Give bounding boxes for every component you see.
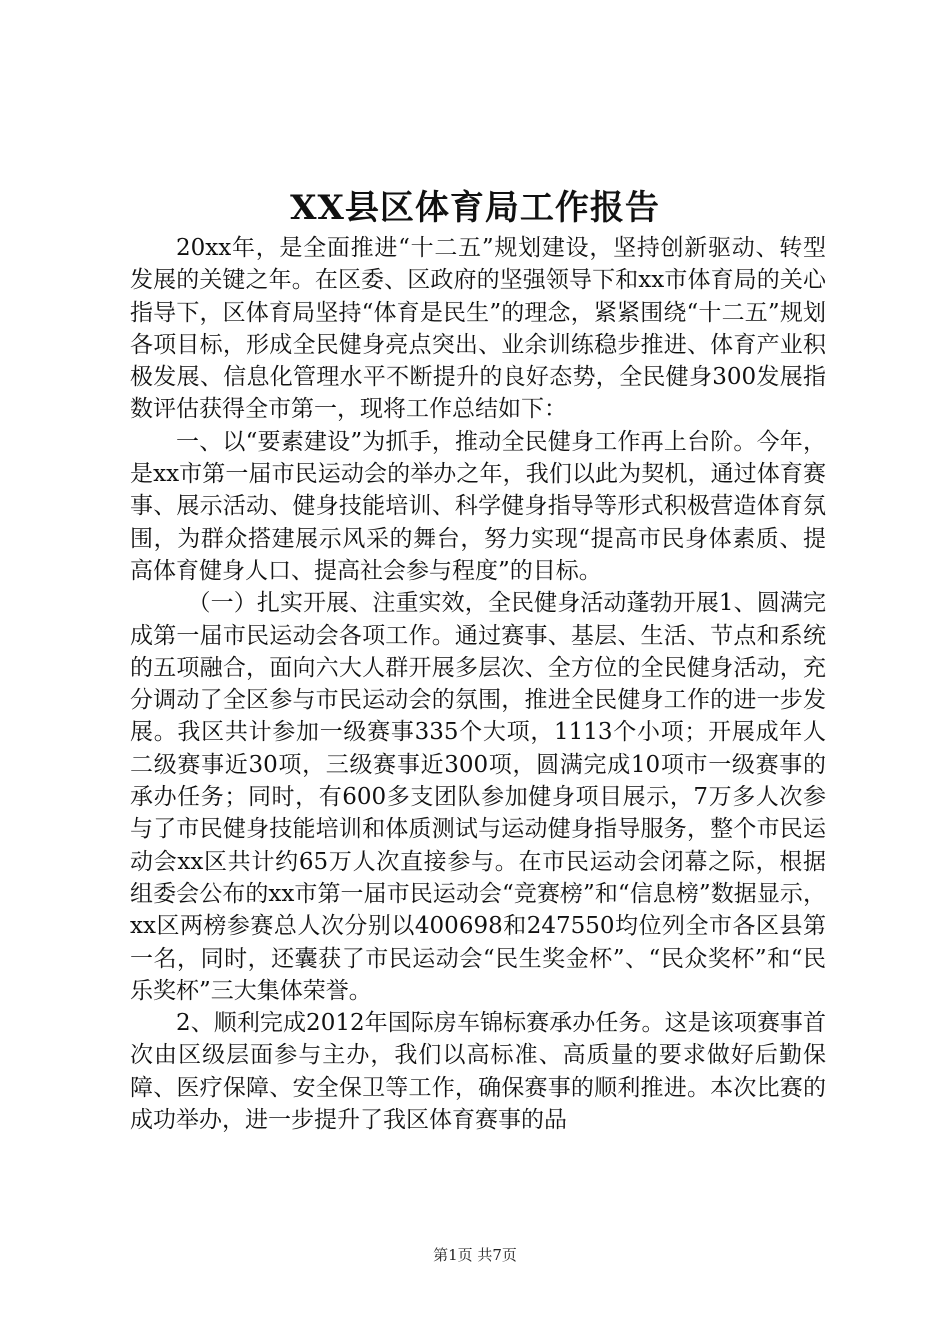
page-number-footer: 第1页 共7页 [433, 1246, 517, 1264]
document-body [130, 232, 826, 1136]
document-title: XX县区体育局工作报告 [290, 188, 660, 228]
paragraph-intro: 20xx年，是全面推进“十二五”规划建设，坚持创新驱动、转型发展的关键之年。在区委、区政府的坚强领导下和xx市体育局的关心指导下，区体育局坚持“体育是民生”的理念，紧紧围绕“十二五”规划各项目标，形成全民健身亮点突出、业余训练稳步推进、体育产业积极发展、信息化管理水平不断提升的良好态势，全民健身300发展指数评估获得全市第一，现将工作总结如下： [130, 235, 826, 423]
paragraph-section-one: 一、以“要素建设”为抓手，推动全民健身工作再上台阶。今年，是xx市第一届市民运动会的举办之年，我们以此为契机，通过体育赛事、展示活动、健身技能培训、科学健身指导等形式积极营造体育氛围，为群众搭建展示风采的舞台，努力实现“提高市民身体素质、提高体育健身人口、提高社会参与程度”的目标。 [130, 428, 826, 584]
paragraph-item-two: 2、顺利完成2012年国际房车锦标赛承办任务。这是该项赛事首次由区级层面参与主办，我们以高标准、高质量的要求做好后勤保障、医疗保障、安全保卫等工作，确保赛事的顺利推进。本次比赛的成功举办，进一步提升了我区体育赛事的品 [130, 1010, 826, 1134]
paragraph-subsection-one: （一）扎实开展、注重实效，全民健身活动蓬勃开展1、圆满完成第一届市民运动会各项工作。通过赛事、基层、生活、节点和系统的五项融合，面向六大人群开展多层次、全方位的全民健身活动，充分调动了全区参与市民运动会的氛围，推进全民健身工作的进一步发展。我区共计参加一级赛事335个大项，1113个小项；开展成年人二级赛事近30项，三级赛事近300项，圆满完成10项市一级赛事的承办任务；同时，有600多支团队参加健身项目展示，7万多人次参与了市民健身技能培训和体质测试与运动健身指导服务，整个市民运动会xx区共计约65万人次直接参与。在市民运动会闭幕之际，根据组委会公布的xx市第一届市民运动会“竞赛榜”和“信息榜”数据显示，xx区两榜参赛总人次分别以400698和247550均位列全市各区县第一名，同时，还囊获了市民运动会“民生奖金杯”、“民众奖杯”和“民乐奖杯”三大集体荣誉。 [130, 590, 826, 1004]
